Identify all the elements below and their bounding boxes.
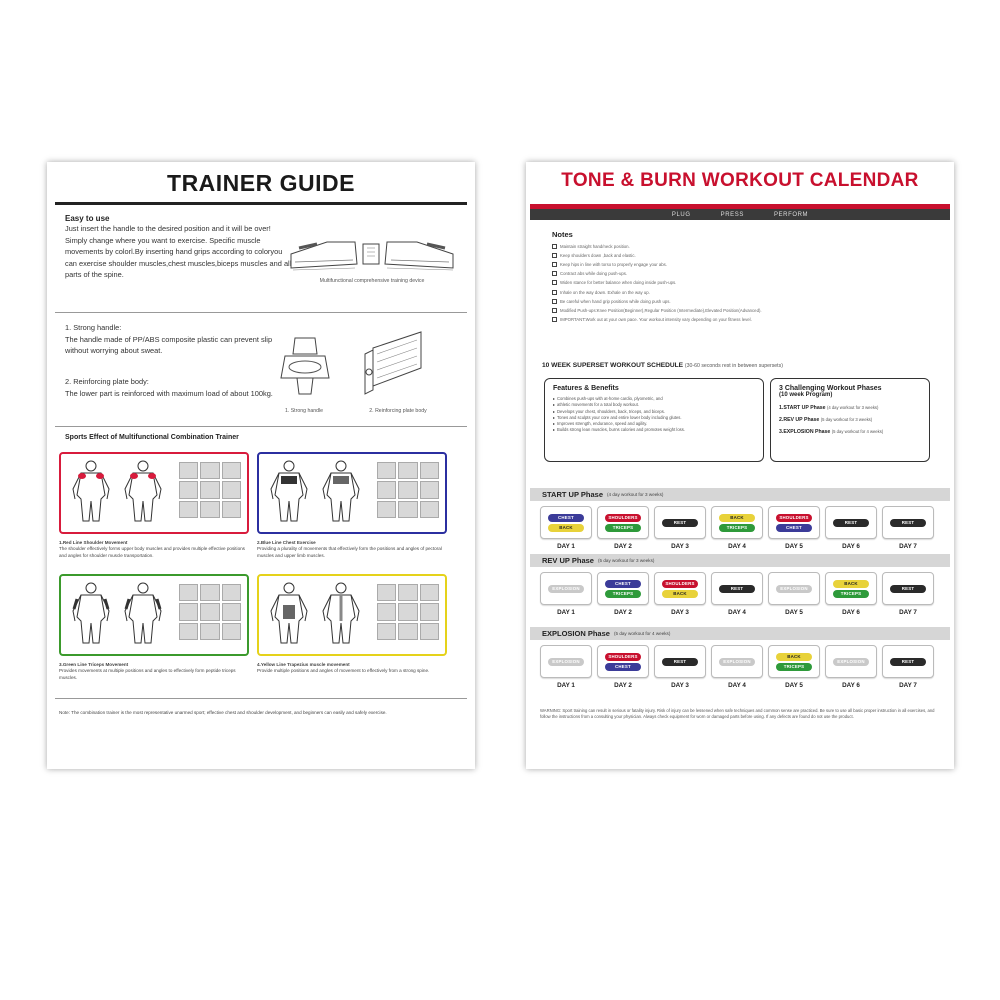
day-cell: [711, 506, 763, 550]
day-workout-card[interactable]: [597, 506, 649, 539]
notes-heading: Notes: [552, 230, 573, 239]
reinforcing-plate-body: The lower part is reinforced with maximum load of about 100kg.: [65, 388, 273, 398]
workout-phases-box: [770, 378, 930, 462]
workout-pill: SHOULDERS: [662, 580, 698, 588]
panel-trapezius: [257, 574, 447, 656]
panel-triceps: [59, 574, 249, 656]
muscle-figure-front-icon: [265, 459, 313, 525]
phase-summary-name: 1.START UP Phase: [779, 405, 826, 411]
day-workout-card[interactable]: [597, 645, 649, 678]
day-cell: [597, 506, 649, 550]
notes-checklist: [552, 242, 932, 324]
note-item: [552, 306, 932, 315]
panel-triceps-title: 3.Green Line Triceps Movement: [59, 662, 129, 667]
feature-item: ▸ Improves strength, endurance, speed and agility.: [553, 421, 755, 427]
day-cell: [711, 572, 763, 616]
day-cell: [882, 572, 934, 616]
day-workout-card[interactable]: [540, 572, 592, 605]
feature-item: ▸ Develops your chest, shoulders, back, triceps, and biceps.: [553, 409, 755, 415]
workout-pill: EXPLOSION: [776, 585, 812, 593]
workout-pill: TRICEPS: [776, 663, 812, 671]
workout-pill: CHEST: [776, 524, 812, 532]
plate-caption: 2. Reinforcing plate body: [369, 408, 427, 414]
feature-item: ▸ Builds strong lean muscles, burns calories and promotes weight loss.: [553, 427, 755, 433]
features-benefits-box: [544, 378, 764, 462]
phase-summary-item: [779, 414, 921, 426]
phase-days-row: [540, 645, 940, 689]
panel-shoulder-title: 1.Red Line Shoulder Movement: [59, 540, 128, 545]
day-label: DAY 5: [785, 609, 803, 616]
note-item: [552, 269, 932, 278]
note-item: [552, 287, 932, 296]
workout-pill: REST: [890, 519, 926, 527]
workout-pill: TRICEPS: [605, 590, 641, 598]
day-label: DAY 7: [899, 543, 917, 550]
day-workout-card[interactable]: [654, 572, 706, 605]
phase-header: [530, 488, 950, 501]
day-label: DAY 3: [671, 682, 689, 689]
workout-pill: REST: [890, 658, 926, 666]
day-workout-card[interactable]: [711, 572, 763, 605]
day-cell: [825, 645, 877, 689]
panel-shoulder-body: The shoulder effectively forms upper body muscles and provides multiple effective positions and angles for shoulder muscle transportation.: [59, 546, 245, 558]
tagline-press: PRESS: [720, 211, 744, 218]
feature-item: ▸ Combines push-ups with at-home cardio, plyometric, and: [553, 396, 755, 402]
strong-handle-heading: 1. Strong handle:: [65, 323, 122, 332]
checkbox-icon[interactable]: [552, 308, 557, 313]
day-workout-card[interactable]: [540, 506, 592, 539]
strong-handle-section: [65, 322, 275, 357]
day-label: DAY 6: [842, 543, 860, 550]
workout-pill: SHOULDERS: [605, 653, 641, 661]
panel-shoulder: [59, 452, 249, 534]
workout-pill: REST: [719, 585, 755, 593]
section-divider-1: [55, 312, 467, 313]
day-label: DAY 3: [671, 609, 689, 616]
phase-summary-note: (5 day workout for 3 weeks): [820, 417, 873, 422]
panel-trapezius-title: 4.Yellow Line Trapezius muscle movement: [257, 662, 350, 667]
checkbox-icon[interactable]: [552, 299, 557, 304]
phase-duration: (5 day workout for 3 weeks): [597, 558, 655, 563]
workout-pill: REST: [890, 585, 926, 593]
pushup-board-grid: [179, 584, 241, 640]
note-text: Modified Push-ups:Knee Position(Beginner),Regular Position (Intermediate),Elevated Position(Advanced).: [560, 307, 762, 313]
checkbox-icon[interactable]: [552, 244, 557, 249]
workout-pill: SHOULDERS: [605, 514, 641, 522]
phase-summary-item: [779, 426, 921, 438]
phase-header: [530, 554, 950, 567]
schedule-heading: [542, 362, 783, 369]
tagline-plug: PLUG: [671, 211, 691, 218]
muscle-figure-front-icon: [67, 459, 115, 525]
day-workout-card[interactable]: [597, 572, 649, 605]
day-cell: [768, 572, 820, 616]
muscle-figure-front-icon: [67, 581, 115, 647]
day-workout-card[interactable]: [540, 645, 592, 678]
day-label: DAY 4: [728, 543, 746, 550]
section-divider-3: [55, 698, 467, 699]
day-cell: [654, 645, 706, 689]
phase-summary-note: (5 day workout for 4 weeks): [831, 429, 884, 434]
day-label: DAY 1: [557, 543, 575, 550]
schedule-heading-text: 10 WEEK SUPERSET WORKOUT SCHEDULE: [542, 362, 684, 369]
checkbox-icon[interactable]: [552, 253, 557, 258]
panel-trapezius-body: Provide multiple positions and angles of movement to effectively from a strong spine.: [257, 668, 430, 674]
day-cell: [825, 572, 877, 616]
day-cell: [882, 645, 934, 689]
phase-duration: (5 day workout for 4 weeks): [613, 631, 671, 636]
day-workout-card[interactable]: [768, 645, 820, 678]
day-cell: [711, 645, 763, 689]
day-label: DAY 5: [785, 682, 803, 689]
phases-box-list: [779, 402, 921, 438]
workout-pill: BACK: [548, 524, 584, 532]
handle-illustration: [275, 334, 335, 400]
day-label: DAY 4: [728, 609, 746, 616]
checkbox-icon[interactable]: [552, 317, 557, 322]
pushup-board-grid: [377, 584, 439, 640]
checkbox-icon[interactable]: [552, 290, 557, 295]
day-cell: [654, 572, 706, 616]
muscle-figure-back-icon: [119, 581, 167, 647]
note-text: Maintain straight hand/neck position.: [560, 244, 630, 250]
phase-summary-name: 2.REV UP Phase: [779, 417, 820, 423]
note-item: [552, 315, 932, 324]
trainer-guide-title: TRAINER GUIDE: [167, 170, 355, 196]
schedule-rest-note: (30-60 seconds rest in between supersets): [684, 363, 783, 369]
day-workout-card[interactable]: [825, 572, 877, 605]
workout-pill: BACK: [833, 580, 869, 588]
day-cell: [597, 645, 649, 689]
note-item: [552, 260, 932, 269]
panel-chest-title: 2.Blue Line Chest Exercise: [257, 540, 316, 545]
note-text: IMPORTANT:Work out at your own pace. Your workout intensity vary depending on your fitness level.: [560, 316, 752, 322]
day-workout-card[interactable]: [825, 506, 877, 539]
phase-name: REV UP Phase: [542, 556, 594, 565]
reinforcing-plate-section: [65, 376, 275, 399]
phase-duration: (4 day workout for 3 weeks): [607, 492, 664, 497]
day-workout-card[interactable]: [825, 645, 877, 678]
day-label: DAY 3: [671, 543, 689, 550]
phase-days-row: [540, 506, 940, 550]
day-label: DAY 2: [614, 682, 632, 689]
day-cell: [654, 506, 706, 550]
day-cell: [882, 506, 934, 550]
title-divider: [55, 202, 467, 205]
easy-to-use-body: Just insert the handle to the desired position and it will be over! Simply change where you want to exercise. Specific muscle movements by colorl.By inserting hand grips according to coloryou can exercise shoulder muscles,chest muscles,biceps muscles and all parts of the spine.: [65, 224, 292, 279]
day-label: DAY 1: [557, 609, 575, 616]
reinforcing-plate-heading: 2. Reinforcing plate body:: [65, 377, 149, 386]
workout-pill: SHOULDERS: [776, 514, 812, 522]
workout-pill: BACK: [719, 514, 755, 522]
feature-item: ▸ athletic movements for a total body workout.: [553, 402, 755, 408]
device-caption: Multifunctional comprehensive training device: [319, 278, 425, 284]
section-divider-2: [55, 426, 467, 427]
trainer-guide-sheet: [47, 162, 475, 769]
day-workout-card[interactable]: [654, 645, 706, 678]
workout-pill: CHEST: [605, 663, 641, 671]
sports-effect-heading: Sports Effect of Multifunctional Combination Trainer: [65, 434, 239, 441]
day-workout-card[interactable]: [882, 506, 934, 539]
phase-summary-note: (4 day workout for 3 weeks): [826, 405, 879, 410]
workout-pill: TRICEPS: [833, 590, 869, 598]
feature-item: ▸ Tones and sculpts your core and entire lower body including glutes.: [553, 415, 755, 421]
note-item: [552, 242, 932, 251]
day-workout-card[interactable]: [882, 572, 934, 605]
workout-pill: EXPLOSION: [548, 658, 584, 666]
day-label: DAY 4: [728, 682, 746, 689]
panel-chest-text: [257, 540, 449, 559]
phases-box-sub: (10 week Program): [779, 392, 833, 398]
day-workout-card[interactable]: [654, 506, 706, 539]
day-workout-card[interactable]: [768, 572, 820, 605]
calendar-title: TONE & BURN WORKOUT CALENDAR: [561, 170, 919, 191]
checkbox-icon[interactable]: [552, 280, 557, 285]
strong-handle-body: The handle made of PP/ABS composite plastic can prevent slip without worrying about sweat.: [65, 334, 273, 355]
handle-caption: 1. Strong handle: [284, 408, 324, 414]
workout-pill: BACK: [662, 590, 698, 598]
workout-pill: REST: [662, 519, 698, 527]
day-label: DAY 2: [614, 609, 632, 616]
phase-name: EXPLOSION Phase: [542, 629, 610, 638]
trainer-footnote: Note: The combination trainer is the most representative unarmed sport; effective chest and shoulder development, and beginners can easily and safely exercise.: [59, 710, 387, 715]
day-cell: [540, 572, 592, 616]
day-workout-card[interactable]: [711, 506, 763, 539]
day-label: DAY 5: [785, 543, 803, 550]
phase-summary-name: 3.EXPLOSION Phase: [779, 429, 831, 435]
phase-summary-item: [779, 402, 921, 414]
panel-triceps-text: [59, 662, 251, 681]
workout-pill: CHEST: [605, 580, 641, 588]
note-text: Inhale on the way down. Exhale on the way up.: [560, 289, 650, 295]
tagline-bar: [530, 209, 950, 220]
pushup-board-grid: [377, 462, 439, 518]
note-text: Be careful when hand grip positions while doing push ups.: [560, 298, 671, 304]
workout-pill: TRICEPS: [605, 524, 641, 532]
day-cell: [540, 645, 592, 689]
panel-triceps-body: Provides movements at multiple positions and angles to effectively form peptide triceps muscles.: [59, 668, 236, 680]
pushup-board-grid: [179, 462, 241, 518]
day-cell: [768, 506, 820, 550]
reinforcing-plate-illustration: [359, 328, 429, 400]
tagline-perform: PERFORM: [773, 211, 809, 218]
workout-pill: EXPLOSION: [833, 658, 869, 666]
panel-chest-body: Providing a plurality of movements that effectively form the positions and angles of pectoral muscles and upper limb muscles.: [257, 546, 442, 558]
day-label: DAY 7: [899, 682, 917, 689]
day-label: DAY 7: [899, 609, 917, 616]
day-cell: [597, 572, 649, 616]
phase-days-row: [540, 572, 940, 616]
features-list: [553, 396, 755, 434]
easy-to-use-heading: Easy to use: [65, 214, 110, 223]
day-label: DAY 6: [842, 609, 860, 616]
muscle-figure-front-icon: [265, 581, 313, 647]
easy-to-use-section: [65, 214, 295, 281]
checkbox-icon[interactable]: [552, 262, 557, 267]
day-workout-card[interactable]: [768, 506, 820, 539]
warning-text: WARNING: Sport training can result in serious or fatality injury. Risk of injury can be lessened when safe techniques and common sense are practiced. Be sure to use all basic proper instruction in all exercises, and follow the instructions from a consulting your physician. Always check equipment for worn or damaged parts before using. If any defects are found do not use the product.: [540, 708, 935, 719]
workout-pill: REST: [662, 658, 698, 666]
note-text: Keep hips in line with torso to properly engage your abs.: [560, 262, 668, 268]
note-item: [552, 278, 932, 287]
panel-trapezius-text: [257, 662, 449, 675]
phases-box-heading: 3 Challenging Workout Phases: [779, 385, 882, 392]
day-label: DAY 2: [614, 543, 632, 550]
note-item: [552, 297, 932, 306]
note-text: Keep shoulders down ,back and elastic.: [560, 253, 636, 259]
phase-header: [530, 627, 950, 640]
note-text: Widen stance for better balance when doing inside push-ups.: [560, 280, 677, 286]
day-cell: [825, 506, 877, 550]
muscle-figure-back-icon: [317, 581, 365, 647]
workout-pill: BACK: [776, 653, 812, 661]
workout-pill: TRICEPS: [719, 524, 755, 532]
checkbox-icon[interactable]: [552, 271, 557, 276]
workout-pill: EXPLOSION: [548, 585, 584, 593]
day-cell: [540, 506, 592, 550]
workout-pill: REST: [833, 519, 869, 527]
workout-pill: EXPLOSION: [719, 658, 755, 666]
phase-name: START UP Phase: [542, 490, 603, 499]
muscle-figure-back-icon: [119, 459, 167, 525]
training-device-illustration: [287, 234, 457, 276]
note-item: [552, 251, 932, 260]
panel-shoulder-text: [59, 540, 251, 559]
note-text: Contract abs while doing push-ups.: [560, 271, 628, 277]
panel-chest: [257, 452, 447, 534]
workout-pill: CHEST: [548, 514, 584, 522]
day-cell: [768, 645, 820, 689]
muscle-figure-back-icon: [317, 459, 365, 525]
day-label: DAY 1: [557, 682, 575, 689]
day-workout-card[interactable]: [882, 645, 934, 678]
workout-calendar-sheet: [526, 162, 954, 769]
day-workout-card[interactable]: [711, 645, 763, 678]
features-heading: Features & Benefits: [553, 385, 619, 392]
day-label: DAY 6: [842, 682, 860, 689]
